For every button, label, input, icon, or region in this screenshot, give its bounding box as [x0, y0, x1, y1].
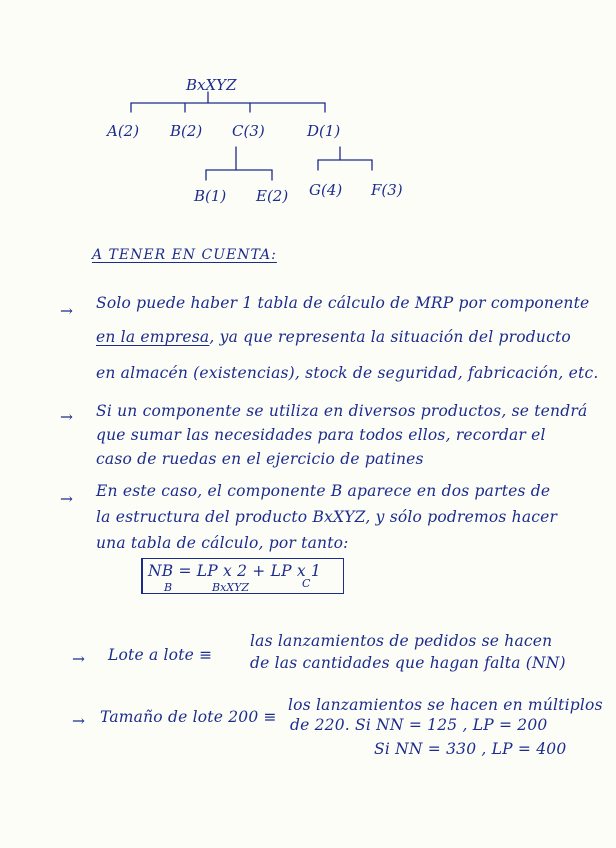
item1-line2: en la empresa, ya que representa la situación del producto	[96, 328, 571, 346]
tree-node-a: A(2)	[107, 122, 140, 140]
item3-line2: la estructura del producto BxXYZ, y sólo podremos hacer	[96, 508, 558, 526]
lot2-label: Tamaño de lote 200 ≡	[100, 708, 277, 726]
tree-node-c: C(3)	[232, 122, 265, 140]
bullet-arrow: →	[60, 302, 74, 320]
lot2-line3: Si NN = 330 , LP = 400	[374, 740, 567, 758]
tree-node-b-sub: B(1)	[194, 187, 227, 205]
formula-main: NB = LP x 2 + LP x 1	[148, 562, 321, 580]
bullet-arrow: →	[60, 490, 74, 508]
formula-sub-c: C	[302, 577, 311, 590]
bullet-arrow: →	[60, 408, 74, 426]
formula-sub-b: B	[164, 581, 173, 594]
lot1-line2: de las cantidades que hagan falta (NN)	[250, 654, 566, 672]
bullet-arrow: →	[72, 650, 86, 668]
item2-line1: Si un componente se utiliza en diversos productos, se tendrá	[96, 402, 588, 420]
lot1-label: Lote a lote ≡	[108, 646, 213, 664]
tree-node-g: G(4)	[309, 181, 343, 199]
bullet-arrow: →	[72, 712, 86, 730]
item2-line2: que sumar las necesidades para todos ellos, recordar el	[96, 426, 546, 444]
tree-node-e: E(2)	[256, 187, 289, 205]
lot1-line1: las lanzamientos de pedidos se hacen	[250, 632, 553, 650]
formula-sub-bxxyz: BxXYZ	[212, 581, 250, 594]
item2-line3: caso de ruedas en el ejercicio de patines	[96, 450, 424, 468]
tree-node-b: B(2)	[170, 122, 203, 140]
lot2-line2: de 220. Si NN = 125 , LP = 200	[290, 716, 548, 734]
lot2-line1: los lanzamientos se hacen en múltiplos	[288, 696, 603, 714]
underlined-phrase: en la empresa	[96, 328, 210, 346]
item3-line1: En este caso, el componente B aparece en dos partes de	[96, 482, 551, 500]
tree-root: BxXYZ	[186, 76, 237, 94]
item3-line3: una tabla de cálculo, por tanto:	[96, 534, 349, 552]
item1-line3: en almacén (existencias), stock de seguridad, fabricación, etc.	[96, 364, 599, 382]
section-heading: A TENER EN CUENTA:	[92, 247, 277, 263]
tree-node-d: D(1)	[307, 122, 341, 140]
item1-line1: Solo puede haber 1 tabla de cálculo de MRP por componente	[96, 294, 590, 312]
tree-node-f: F(3)	[371, 181, 403, 199]
